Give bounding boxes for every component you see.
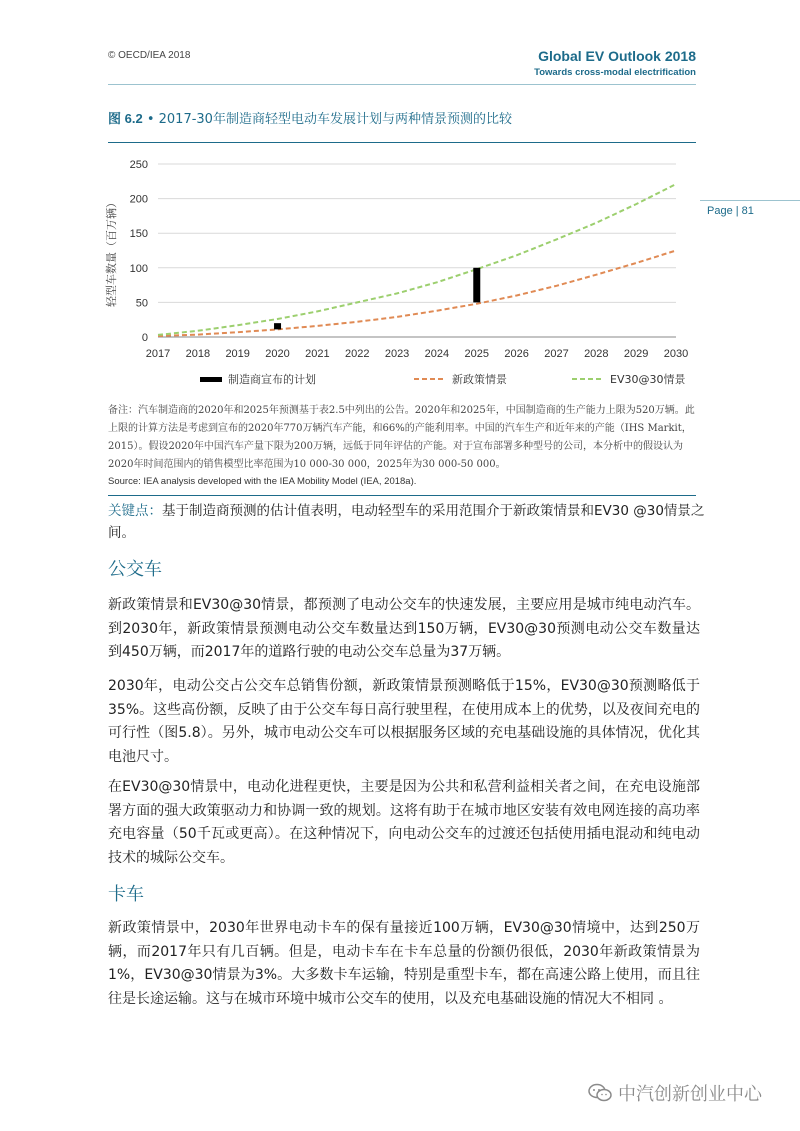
figure-bullet: • <box>146 112 155 127</box>
chart-grid <box>158 164 676 337</box>
x-tick-label: 2018 <box>185 348 211 360</box>
page-number: Page | 81 <box>707 205 754 217</box>
y-tick-label: 100 <box>129 262 148 275</box>
legend-item-plans <box>200 369 316 389</box>
series-line-1 <box>158 184 676 335</box>
y-tick-label: 150 <box>129 228 148 241</box>
header-divider <box>108 84 696 85</box>
y-axis-label: 轻型车数量（百万辆） <box>105 197 118 307</box>
y-tick-label: 0 <box>141 332 148 344</box>
figure-label: 图 6.2 <box>108 111 143 126</box>
watermark <box>588 1080 762 1106</box>
key-point <box>108 500 708 544</box>
x-axis-ticks <box>146 348 688 360</box>
copyright: © OECD/IEA 2018 <box>108 50 191 61</box>
legend-label-plans: 制造商宣布的计划 <box>228 373 316 386</box>
x-tick-label: 2025 <box>464 348 490 360</box>
x-tick-label: 2017 <box>145 348 171 360</box>
report-subtitle: Towards cross-modal electrification <box>534 67 696 78</box>
wechat-icon <box>588 1083 612 1103</box>
section-heading-truck: 卡车 <box>108 884 144 905</box>
paragraph-truck-1: 新政策情景中，2030年世界电动卡车的保有量接近100万辆，EV30@30情境中，达到250万辆，而2017年只有几百辆。但是，电动卡车在卡车总量的份额仍很低，2030年新政策情景为1%，EV30@30情景为3%。大多数卡车运输，特别是重型卡车，都在高速公路上使用，而且往往是长途运输。这与在城市环境中城市公交车的使用，以及充电基础设施的情况大不相同 。 <box>108 920 700 1007</box>
x-tick-label: 2027 <box>544 348 569 360</box>
x-tick-label: 2023 <box>384 348 410 360</box>
x-tick-label: 2024 <box>424 348 450 360</box>
x-tick-label: 2029 <box>623 348 649 360</box>
figure-title-text: 2017-30年制造商轻型电动车发展计划与两种情景预测的比较 <box>158 112 512 127</box>
key-point-label: 关键点： <box>108 503 162 519</box>
plan-range-bar <box>473 268 480 303</box>
x-tick-label: 2020 <box>265 348 290 360</box>
y-axis-ticks <box>130 159 148 344</box>
paragraph-bus-1: 新政策情景和EV30@30情景，都预测了电动公交车的快速发展，主要应用是城市纯电动汽车。到2030年，新政策情景预测电动公交车数量达到150万辆，EV30@30预测电动公交车数量达到450万辆，而2017年的道路行驶的电动公交车总量为37万辆。 <box>108 597 700 660</box>
chart <box>100 150 700 365</box>
figure-note: 备注：汽车制造商的2020年和2025年预测基于表2.5中列出的公告。2020年和2025年，中国制造商的生产能力上限为520万辆。此上限的计算方法是考虑到宣布的2020年770万辆汽车产能，和66%的产能利用率。中国的汽车生产和近年来的产能（IHS Markit，2015）。假设2020年中国汽车产量下限为200万辆，远低于同年评估的产能。对于宣布部署多种型号的公司，本分析中的假设认为2020年时间范围内的销售模型比率范围为10 000-30 000，2025年为30 000-50 000。 <box>108 405 695 470</box>
x-tick-label: 2028 <box>584 348 609 360</box>
x-tick-label: 2022 <box>344 348 370 360</box>
figure-source: Source: IEA analysis developed with the IEA Mobility Model (IEA, 2018a). <box>108 476 417 487</box>
watermark-text: 中汽创新创业中心 <box>618 1084 762 1105</box>
x-tick-label: 2030 <box>663 348 689 360</box>
x-tick-label: 2021 <box>305 348 330 360</box>
y-tick-label: 200 <box>129 193 148 206</box>
section-heading-bus: 公交车 <box>108 559 162 580</box>
y-tick-label: 50 <box>135 297 148 310</box>
chart-series <box>158 184 676 336</box>
key-point-text: 基于制造商预测的估计值表明，电动轻型车的采用范围介于新政策情景和EV30 @30情景之间。 <box>108 503 705 541</box>
x-tick-label: 2026 <box>504 348 529 360</box>
legend-swatch-ev3030 <box>572 377 604 381</box>
figure-top-rule <box>108 142 696 143</box>
figure-title <box>108 108 512 127</box>
legend-swatch-plans <box>200 377 222 382</box>
legend-item-ev3030 <box>572 369 685 389</box>
plan-range-bar <box>274 323 281 329</box>
page-divider <box>700 200 800 201</box>
legend-item-nps <box>414 369 507 389</box>
x-tick-label: 2019 <box>225 348 250 360</box>
y-tick-label: 250 <box>129 159 148 171</box>
legend-label-nps: 新政策情景 <box>452 373 507 386</box>
legend-label-ev3030: EV30@30情景 <box>610 373 686 386</box>
paragraph-bus-2: 2030年，电动公交占公交车总销售份额，新政策情景预测略低于15%，EV30@30预测略低于35%。这些高份额，反映了由于公交车每日高行驶里程，在使用成本上的优势，以及夜间充电的可行性（图5.8）。另外，城市电动公交车可以根据服务区域的充电基础设施的具体情况，优化其电池尺寸。 <box>108 678 700 765</box>
legend-swatch-nps <box>414 377 446 381</box>
report-title: Global EV Outlook 2018 <box>538 48 696 64</box>
series-line-0 <box>158 251 676 337</box>
paragraph-bus-3: 在EV30@30情景中，电动化进程更快，主要是因为公共和私营利益相关者之间，在充电设施部署方面的强大政策驱动力和协调一致的规划。这将有助于在城市地区安装有效电网连接的高功率充电容量（50千瓦或更高）。在这种情况下，向电动公交车的过渡还包括使用插电混动和纯电动技术的城际公交车。 <box>108 779 700 866</box>
figure-bottom-rule <box>108 495 696 496</box>
